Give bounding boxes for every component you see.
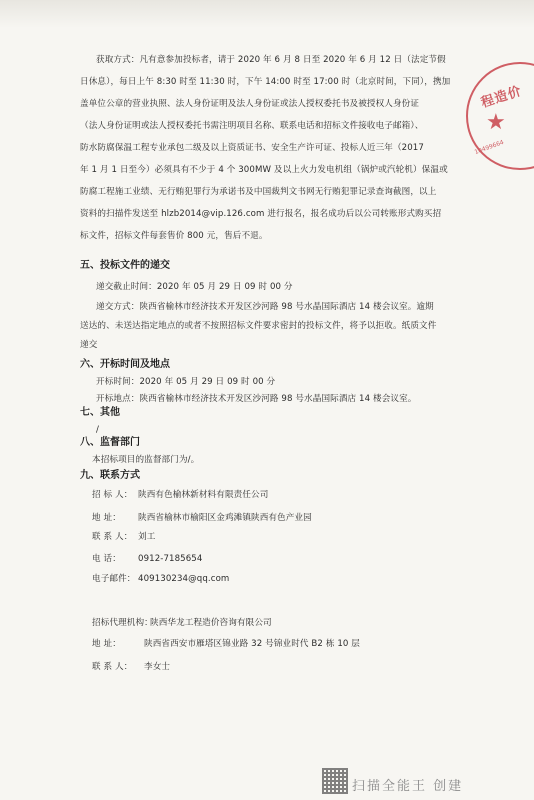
body-line-2: 日休息），每日上午 8:30 时至 11:30 时，下午 14:00 时至 17:00 时（北京时间，下同），携加	[80, 77, 451, 87]
body-line-6: 年 1 月 1 日至今）必须具有不少于 4 个 300MW 及以上火力发电机组（锅炉或汽轮机）保温或	[80, 165, 448, 175]
tenderer-contact-value: 刘工	[138, 532, 156, 542]
section-6-title: 六、开标时间及地点	[80, 359, 170, 370]
agency-address-label: 地 址：	[92, 639, 121, 649]
scan-shadow	[0, 0, 534, 28]
tenderer-email-value: 409130234@qq.com	[138, 574, 230, 584]
qr-code-icon	[322, 768, 348, 794]
body-line-1: 获取方式：凡有意参加投标者，请于 2020 年 6 月 8 日至 2020 年 6 月 12 日（法定节假	[96, 55, 446, 65]
body-line-9: 标文件，招标文件每套售价 800 元，售后不退。	[80, 231, 268, 241]
body-line-3: 盖单位公章的营业执照、法人身份证明及法人身份证或法人授权委托书及被授权人身份证	[80, 99, 420, 109]
submission-method-3: 递交	[80, 340, 98, 350]
agency-contact-label: 联 系 人：	[92, 662, 133, 672]
section-5-title: 五、投标文件的递交	[80, 260, 170, 271]
agency-value: 陕西华龙工程造价咨询有限公司	[150, 618, 272, 628]
agency-address-value: 陕西省西安市雁塔区锦业路 32 号锦业时代 B2 栋 10 层	[144, 639, 361, 649]
section-7-title: 七、其他	[80, 407, 120, 418]
tenderer-phone-value: 0912-7185654	[138, 554, 203, 564]
tenderer-label: 招 标 人：	[92, 490, 133, 500]
section-7-text: /	[96, 425, 99, 435]
company-seal	[466, 62, 534, 170]
opening-place: 开标地点：陕西省榆林市经济技术开发区沙河路 98 号水晶国际酒店 14 楼会议室。	[96, 394, 417, 404]
opening-time: 开标时间：2020 年 05 月 29 日 09 时 00 分	[96, 377, 276, 387]
star-icon: ★	[486, 110, 506, 135]
section-8-title: 八、监督部门	[80, 437, 140, 448]
scanner-watermark: 扫描全能王 创建	[352, 779, 464, 794]
seal-number: 10499664	[473, 138, 505, 157]
agency-contact-value: 李女士	[144, 662, 171, 672]
tenderer-phone-label: 电 话：	[92, 554, 121, 564]
body-line-4: （法人身份证明或法人授权委托书需注明项目名称、联系电话和招标文件接收电子邮箱）、	[80, 121, 424, 131]
tenderer-email-label: 电子邮件：	[92, 574, 136, 584]
tenderer-address-label: 地 址：	[92, 513, 121, 523]
body-line-8: 资料的扫描件发送至 hlzb2014@vip.126.com 进行报名，报名成功后以公司转账形式购买招	[80, 209, 442, 219]
submission-deadline: 递交截止时间：2020 年 05 月 29 日 09 时 00 分	[96, 282, 293, 292]
section-9-title: 九、联系方式	[80, 470, 140, 481]
tenderer-contact-label: 联 系 人：	[92, 532, 133, 542]
seal-text: 程造价	[479, 83, 524, 112]
section-8-text: 本招标项目的监督部门为/。	[92, 455, 200, 465]
agency-label: 招标代理机构：	[92, 618, 153, 628]
body-line-5: 防水防腐保温工程专业承包二级及以上资质证书、安全生产许可证、投标人近三年（2017	[80, 143, 424, 153]
submission-method-1: 递交方式：陕西省榆林市经济技术开发区沙河路 98 号水晶国际酒店 14 楼会议室。逾期	[96, 302, 434, 312]
tenderer-address-value: 陕西省榆林市榆阳区金鸡滩镇陕西有色产业园	[138, 513, 312, 523]
tenderer-value: 陕西有色榆林新材料有限责任公司	[138, 490, 269, 500]
body-line-7: 防腐工程施工业绩、无行贿犯罪行为承诺书及中国裁判文书网无行贿犯罪记录查询截图，以上	[80, 187, 437, 197]
submission-method-2: 送达的、未送达指定地点的或者不按照招标文件要求密封的投标文件，将予以拒收。纸质文件	[80, 321, 437, 331]
